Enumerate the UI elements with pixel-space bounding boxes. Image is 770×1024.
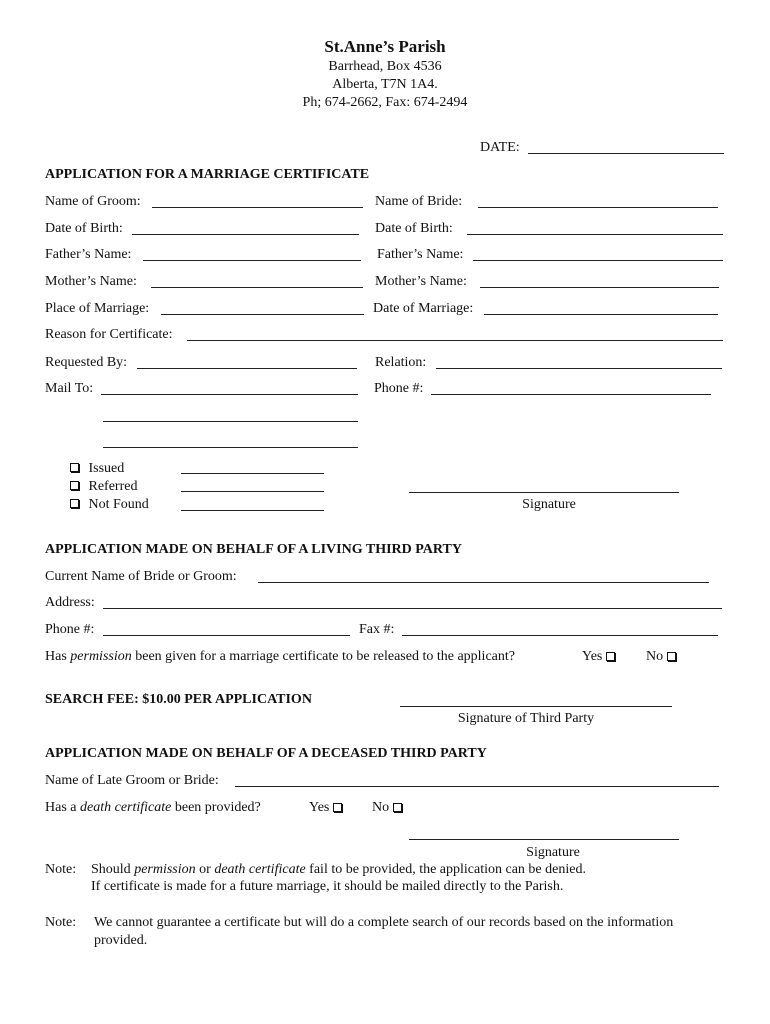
note-1-end: fail to be provided, the application can be denied.: [305, 862, 586, 877]
death-question-emphasis: death certificate: [80, 800, 172, 815]
bride-dob-field[interactable]: [467, 234, 723, 235]
death-cert-question: [45, 800, 261, 816]
note-2-label: Note:: [45, 915, 77, 930]
status-referred: [70, 479, 137, 495]
relation-label: Relation:: [375, 355, 427, 370]
mail-to-field-2[interactable]: [103, 421, 358, 422]
death-cert-yes: [309, 800, 342, 816]
not-found-label: Not Found: [88, 497, 149, 512]
bride-father-field[interactable]: [473, 260, 723, 261]
note-1-line-1: [91, 862, 586, 878]
address-line-1: Barrhead, Box 4536: [328, 59, 442, 74]
groom-dob-label: Date of Birth:: [45, 221, 123, 236]
groom-mother-field[interactable]: [151, 287, 363, 288]
groom-father-label: Father’s Name:: [45, 247, 132, 262]
mail-to-field-3[interactable]: [103, 447, 358, 448]
deceased-signature-label: Signature: [526, 845, 580, 860]
bride-dob-label: Date of Birth:: [375, 221, 453, 236]
date-of-marriage-field[interactable]: [484, 314, 718, 315]
permission-yes: [582, 649, 615, 665]
parish-title: St.Anne’s Parish: [324, 37, 446, 56]
phone-fax-line: Ph; 674-2662, Fax: 674-2494: [302, 95, 468, 110]
living-address-field[interactable]: [103, 608, 722, 609]
office-signature-label: Signature: [522, 497, 576, 512]
current-name-field[interactable]: [258, 582, 709, 583]
deceased-section-heading: APPLICATION MADE ON BEHALF OF A DECEASED THIRD PARTY: [45, 746, 487, 761]
death-cert-no: [372, 800, 402, 816]
groom-dob-field[interactable]: [132, 234, 359, 235]
note-2-line-1: We cannot guarantee a certificate but will do a complete search of our records based on the information: [94, 915, 674, 930]
living-section-heading: APPLICATION MADE ON BEHALF OF A LIVING THIRD PARTY: [45, 542, 462, 557]
note-1-emphasis-permission: permission: [134, 862, 196, 877]
place-of-marriage-field[interactable]: [161, 314, 364, 315]
relation-field[interactable]: [436, 368, 722, 369]
not-found-checkbox[interactable]: [70, 499, 79, 508]
note-2-line-2: provided.: [94, 933, 148, 948]
search-fee: SEARCH FEE: $10.00 PER APPLICATION: [45, 692, 312, 707]
living-fax-field[interactable]: [402, 635, 718, 636]
living-address-label: Address:: [45, 595, 95, 610]
permission-question-emphasis: permission: [70, 649, 132, 664]
permission-yes-label: Yes: [582, 649, 603, 664]
death-no-checkbox[interactable]: [393, 803, 402, 812]
permission-no: [646, 649, 676, 665]
address-line-2: Alberta, T7N 1A4.: [332, 77, 438, 92]
permission-question: [45, 649, 515, 665]
referred-field[interactable]: [181, 491, 324, 492]
mail-to-label: Mail To:: [45, 381, 94, 396]
requested-by-label: Requested By:: [45, 355, 128, 370]
referred-label: Referred: [88, 479, 138, 494]
note-1-middle: or: [195, 862, 215, 877]
not-found-field[interactable]: [181, 510, 324, 511]
bride-name-field[interactable]: [478, 207, 718, 208]
permission-no-label: No: [646, 649, 664, 664]
groom-mother-label: Mother’s Name:: [45, 274, 137, 289]
mail-to-field-1[interactable]: [101, 394, 358, 395]
date-label: DATE:: [480, 140, 520, 155]
status-issued: [70, 461, 124, 477]
office-signature-field[interactable]: [409, 492, 679, 493]
groom-father-field[interactable]: [143, 260, 361, 261]
permission-no-checkbox[interactable]: [667, 652, 676, 661]
date-field[interactable]: [528, 153, 724, 154]
living-fax-label: Fax #:: [359, 622, 395, 637]
bride-mother-label: Mother’s Name:: [375, 274, 467, 289]
groom-name-field[interactable]: [152, 207, 363, 208]
bride-mother-field[interactable]: [480, 287, 719, 288]
issued-field[interactable]: [181, 473, 324, 474]
death-question-start: Has a: [45, 800, 80, 815]
note-1-label: Note:: [45, 862, 77, 877]
third-party-signature-label: Signature of Third Party: [457, 711, 595, 726]
living-phone-label: Phone #:: [45, 622, 95, 637]
marriage-section-heading: APPLICATION FOR A MARRIAGE CERTIFICATE: [45, 167, 370, 182]
note-1-line-2: If certificate is made for a future marriage, it should be mailed directly to the Parish.: [91, 879, 564, 894]
note-1-start: Should: [91, 862, 135, 877]
date-of-marriage-label: Date of Marriage:: [373, 301, 474, 316]
death-yes-label: Yes: [309, 800, 330, 815]
status-not-found: [70, 497, 149, 513]
bride-father-label: Father’s Name:: [377, 247, 464, 262]
referred-checkbox[interactable]: [70, 481, 79, 490]
permission-question-start: Has: [45, 649, 71, 664]
requested-by-field[interactable]: [137, 368, 357, 369]
issued-checkbox[interactable]: [70, 463, 79, 472]
note-1-emphasis-death-certificate: death certificate: [214, 862, 306, 877]
death-yes-checkbox[interactable]: [333, 803, 342, 812]
bride-name-label: Name of Bride:: [375, 194, 463, 209]
phone-field[interactable]: [431, 394, 711, 395]
current-name-label: Current Name of Bride or Groom:: [45, 569, 237, 584]
place-of-marriage-label: Place of Marriage:: [45, 301, 150, 316]
reason-label: Reason for Certificate:: [45, 327, 173, 342]
permission-question-end: been given for a marriage certificate to be released to the applicant?: [131, 649, 515, 664]
deceased-signature-field[interactable]: [409, 839, 679, 840]
death-question-end: been provided?: [171, 800, 261, 815]
groom-name-label: Name of Groom:: [45, 194, 141, 209]
third-party-signature-field[interactable]: [400, 706, 672, 707]
reason-field[interactable]: [187, 340, 723, 341]
death-no-label: No: [372, 800, 390, 815]
permission-yes-checkbox[interactable]: [606, 652, 615, 661]
issued-label: Issued: [88, 461, 125, 476]
phone-label: Phone #:: [374, 381, 424, 396]
living-phone-field[interactable]: [103, 635, 350, 636]
late-name-label: Name of Late Groom or Bride:: [45, 773, 219, 788]
late-name-field[interactable]: [235, 786, 719, 787]
